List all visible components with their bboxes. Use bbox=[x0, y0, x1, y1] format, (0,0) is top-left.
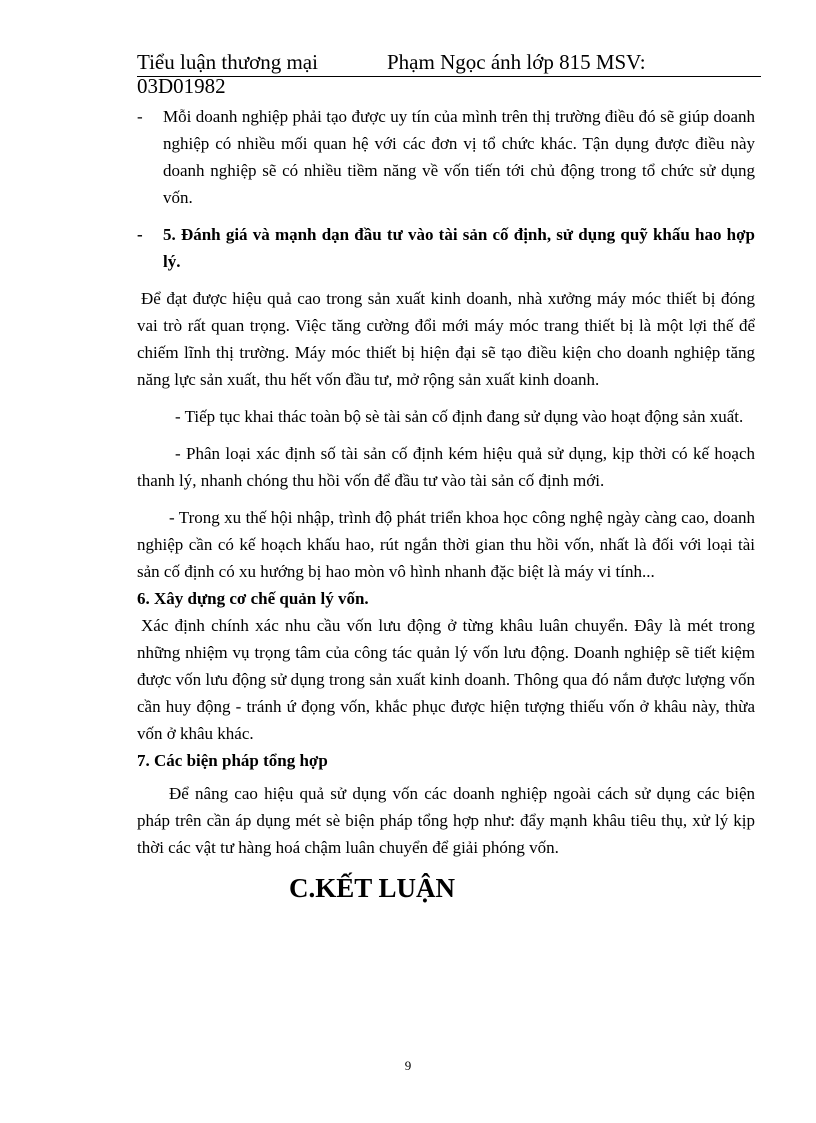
document-body bbox=[137, 103, 755, 905]
page-number: 9 bbox=[404, 1058, 412, 1073]
bullet-text: Mỗi doanh nghiệp phải tạo được uy tín của mình trên thị trường điều đó sẽ giúp doanh nghiệp có nhiều mối quan hệ với các đơn vị tổ chức khác. Tận dụng được điều này doanh nghiệp sẽ có nhiều tiềm năng về vốn tiến tới chủ động trong tổ chức sử dụng vốn. bbox=[163, 107, 755, 207]
paragraph: Để nâng cao hiệu quả sử dụng vốn các doanh nghiệp ngoài cách sử dụng các biện pháp trên cần áp dụng mét sè biện pháp tổng hợp như: đẩy mạnh khâu tiêu thụ, xử lý kịp thời các vật tư hàng hoá chậm luân chuyển để giải phóng vốn. bbox=[137, 784, 755, 857]
bullet-heading bbox=[137, 221, 755, 275]
section-heading: 6. Xây dựng cơ chế quản lý vốn. bbox=[137, 589, 369, 608]
header-rule bbox=[137, 76, 761, 77]
paragraph: - Trong xu thế hội nhập, trình độ phát triển khoa học công nghệ ngày càng cao, doanh nghiệp cần có kế hoạch khấu hao, rút ngắn thời gian thu hồi vốn, nhất là đối với loại tài sản cố định có xu hướng bị hao mòn vô hình nhanh đặc biệt là máy vi tính... bbox=[137, 508, 755, 581]
section-title: C.KẾT LUẬN bbox=[289, 873, 456, 903]
header-line bbox=[137, 50, 761, 74]
header-right: Phạm Ngọc ánh lớp 815 MSV: bbox=[387, 50, 646, 74]
section-heading: 7. Các biện pháp tổng hợp bbox=[137, 751, 328, 770]
page-header bbox=[137, 50, 761, 98]
header-line-2: 03D01982 bbox=[137, 74, 226, 98]
bullet-heading-text: 5. Đánh giá và mạnh dạn đầu tư vào tài sản cố định, sử dụng quỹ khấu hao hợp lý. bbox=[163, 225, 755, 271]
paragraph: Xác định chính xác nhu cầu vốn lưu động ở từng khâu luân chuyển. Đây là mét trong những nhiệm vụ trọng tâm của công tác quản lý vốn lưu động. Doanh nghiệp sẽ tiết kiệm được vốn lưu động sử dụng trong sản xuất kinh doanh. Thông qua đó nắm được lượng vốn cần huy động - tránh ứ đọng vốn, khắc phục được hiện tượng thiếu vốn ở khâu này, thừa vốn ở khâu khác. bbox=[137, 616, 755, 743]
bullet-dash: - bbox=[137, 225, 143, 244]
paragraph: - Tiếp tục khai thác toàn bộ sè tài sản cố định đang sử dụng vào hoạt động sản xuất. bbox=[175, 407, 744, 426]
header-left: Tiểu luận thương mại bbox=[137, 50, 318, 74]
paragraph: Để đạt được hiệu quả cao trong sản xuất kinh doanh, nhà xưởng máy móc thiết bị đóng vai trò rất quan trọng. Việc tăng cường đổi mới máy móc trang thiết bị là một lợi thế để chiếm lĩnh thị trường. Máy móc thiết bị hiện đại sẽ tạo điều kiện cho doanh nghiệp tăng năng lực sản xuất, thu hết vốn đầu tư, mở rộng sản xuất kinh doanh. bbox=[137, 289, 755, 389]
bullet-dash: - bbox=[137, 107, 143, 126]
paragraph: - Phân loại xác định số tài sản cố định kém hiệu quả sử dụng, kịp thời có kế hoạch thanh lý, nhanh chóng thu hồi vốn để đầu tư vào tài sản cố định mới. bbox=[137, 444, 755, 490]
bullet-item bbox=[137, 103, 755, 211]
